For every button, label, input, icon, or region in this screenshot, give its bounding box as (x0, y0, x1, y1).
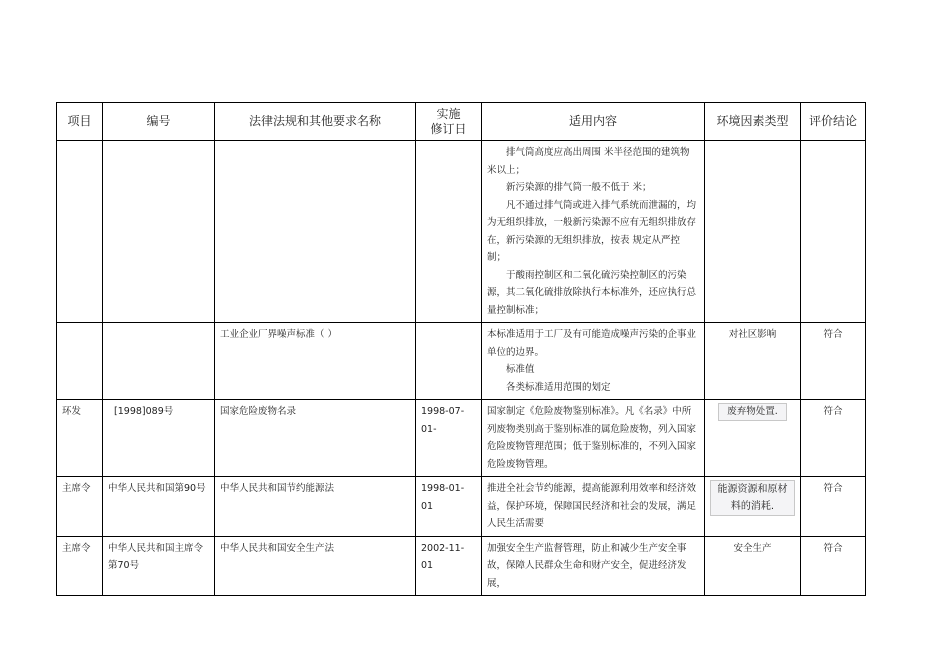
content-paragraph: 各类标准适用范围的划定 (506, 381, 611, 393)
row1-result (801, 141, 866, 323)
row1-item (57, 141, 103, 323)
row1-code (103, 141, 215, 323)
row4-type (705, 477, 801, 537)
row2-content (482, 323, 705, 400)
row2-result: 符合 (801, 323, 866, 400)
row4-name: 中华人民共和国节约能源法 (215, 477, 416, 537)
row1-type (705, 141, 801, 323)
row3-content: 国家制定《危险废物鉴别标准》。凡《名录》中所列废物类别高于鉴别标准的属危险废物，列入国家危险废物管理范围；低于鉴别标准的，不列入国家危险废物管理。 (482, 400, 705, 477)
row5-date: 2002-11-01 (416, 536, 482, 596)
row3-code-text: [1998]089号 (114, 406, 174, 417)
row3-code (103, 400, 215, 477)
row2-item (57, 323, 103, 400)
row4-item: 主席令 (57, 477, 103, 537)
content-paragraph: 新污染源的排气筒一般不低于 米； (506, 182, 652, 193)
header-result: 评价结论 (801, 103, 866, 141)
table-row (57, 400, 866, 477)
row5-item: 主席令 (57, 536, 103, 596)
header-code: 编号 (103, 103, 215, 141)
row2-code (103, 323, 215, 400)
regulation-table (56, 102, 866, 596)
header-item: 项目 (57, 103, 103, 141)
content-paragraph: 本标准适用于工厂及有可能造成噪声污染的企事业单位的边界。 (487, 329, 697, 358)
row2-name: 工业企业厂界噪声标准（ ） (215, 323, 416, 400)
content-paragraph: 标准值 (506, 364, 535, 375)
row4-code: 中华人民共和国第90号 (103, 477, 215, 537)
row3-item: 环发 (57, 400, 103, 477)
header-date-line2: 修订日 (430, 121, 467, 136)
table-row (57, 477, 866, 537)
content-paragraph: 排气筒高度应高出周围 米半径范围的建筑物 米以上； (487, 147, 690, 176)
row2-type: 对社区影响 (705, 323, 801, 400)
row4-type-label: 能源资源和原材料的消耗. (710, 480, 795, 516)
header-row (57, 103, 866, 141)
row5-name: 中华人民共和国安全生产法 (215, 536, 416, 596)
row3-type-label: 废弃物处置. (718, 403, 787, 421)
header-name: 法律法规和其他要求名称 (215, 103, 416, 141)
row4-result: 符合 (801, 477, 866, 537)
row3-date: 1998-07-01- (416, 400, 482, 477)
row1-content (482, 141, 705, 323)
table-row (57, 323, 866, 400)
header-content: 适用内容 (482, 103, 705, 141)
row2-date (416, 323, 482, 400)
row5-type: 安全生产 (705, 536, 801, 596)
row3-result: 符合 (801, 400, 866, 477)
row5-result: 符合 (801, 536, 866, 596)
table-row (57, 536, 866, 596)
row5-content: 加强安全生产监督管理，防止和减少生产安全事故，保障人民群众生命和财产安全，促进经济发展， (482, 536, 705, 596)
header-type: 环境因素类型 (705, 103, 801, 141)
content-paragraph: 于酸雨控制区和二氧化硫污染控制区的污染源，其二氧化硫排放除执行本标准外，还应执行总量控制标准； (487, 269, 697, 316)
row1-date (416, 141, 482, 323)
row4-date: 1998-01-01 (416, 477, 482, 537)
row3-name: 国家危险废物名录 (215, 400, 416, 477)
row1-name (215, 141, 416, 323)
row3-type (705, 400, 801, 477)
header-date-line1: 实施 (436, 106, 461, 121)
row4-content: 推进全社会节约能源，提高能源利用效率和经济效益，保护环境，保障国民经济和社会的发展，满足人民生活需要 (482, 477, 705, 537)
table-row (57, 141, 866, 323)
row5-code: 中华人民共和国主席令 第70号 (103, 536, 215, 596)
content-paragraph: 凡不通过排气筒或进入排气系统而泄漏的，均为无组织排放，一般新污染源不应有无组织排放存在，新污染源的无组织排放，按表 规定从严控制； (487, 199, 697, 263)
header-date (416, 103, 482, 141)
